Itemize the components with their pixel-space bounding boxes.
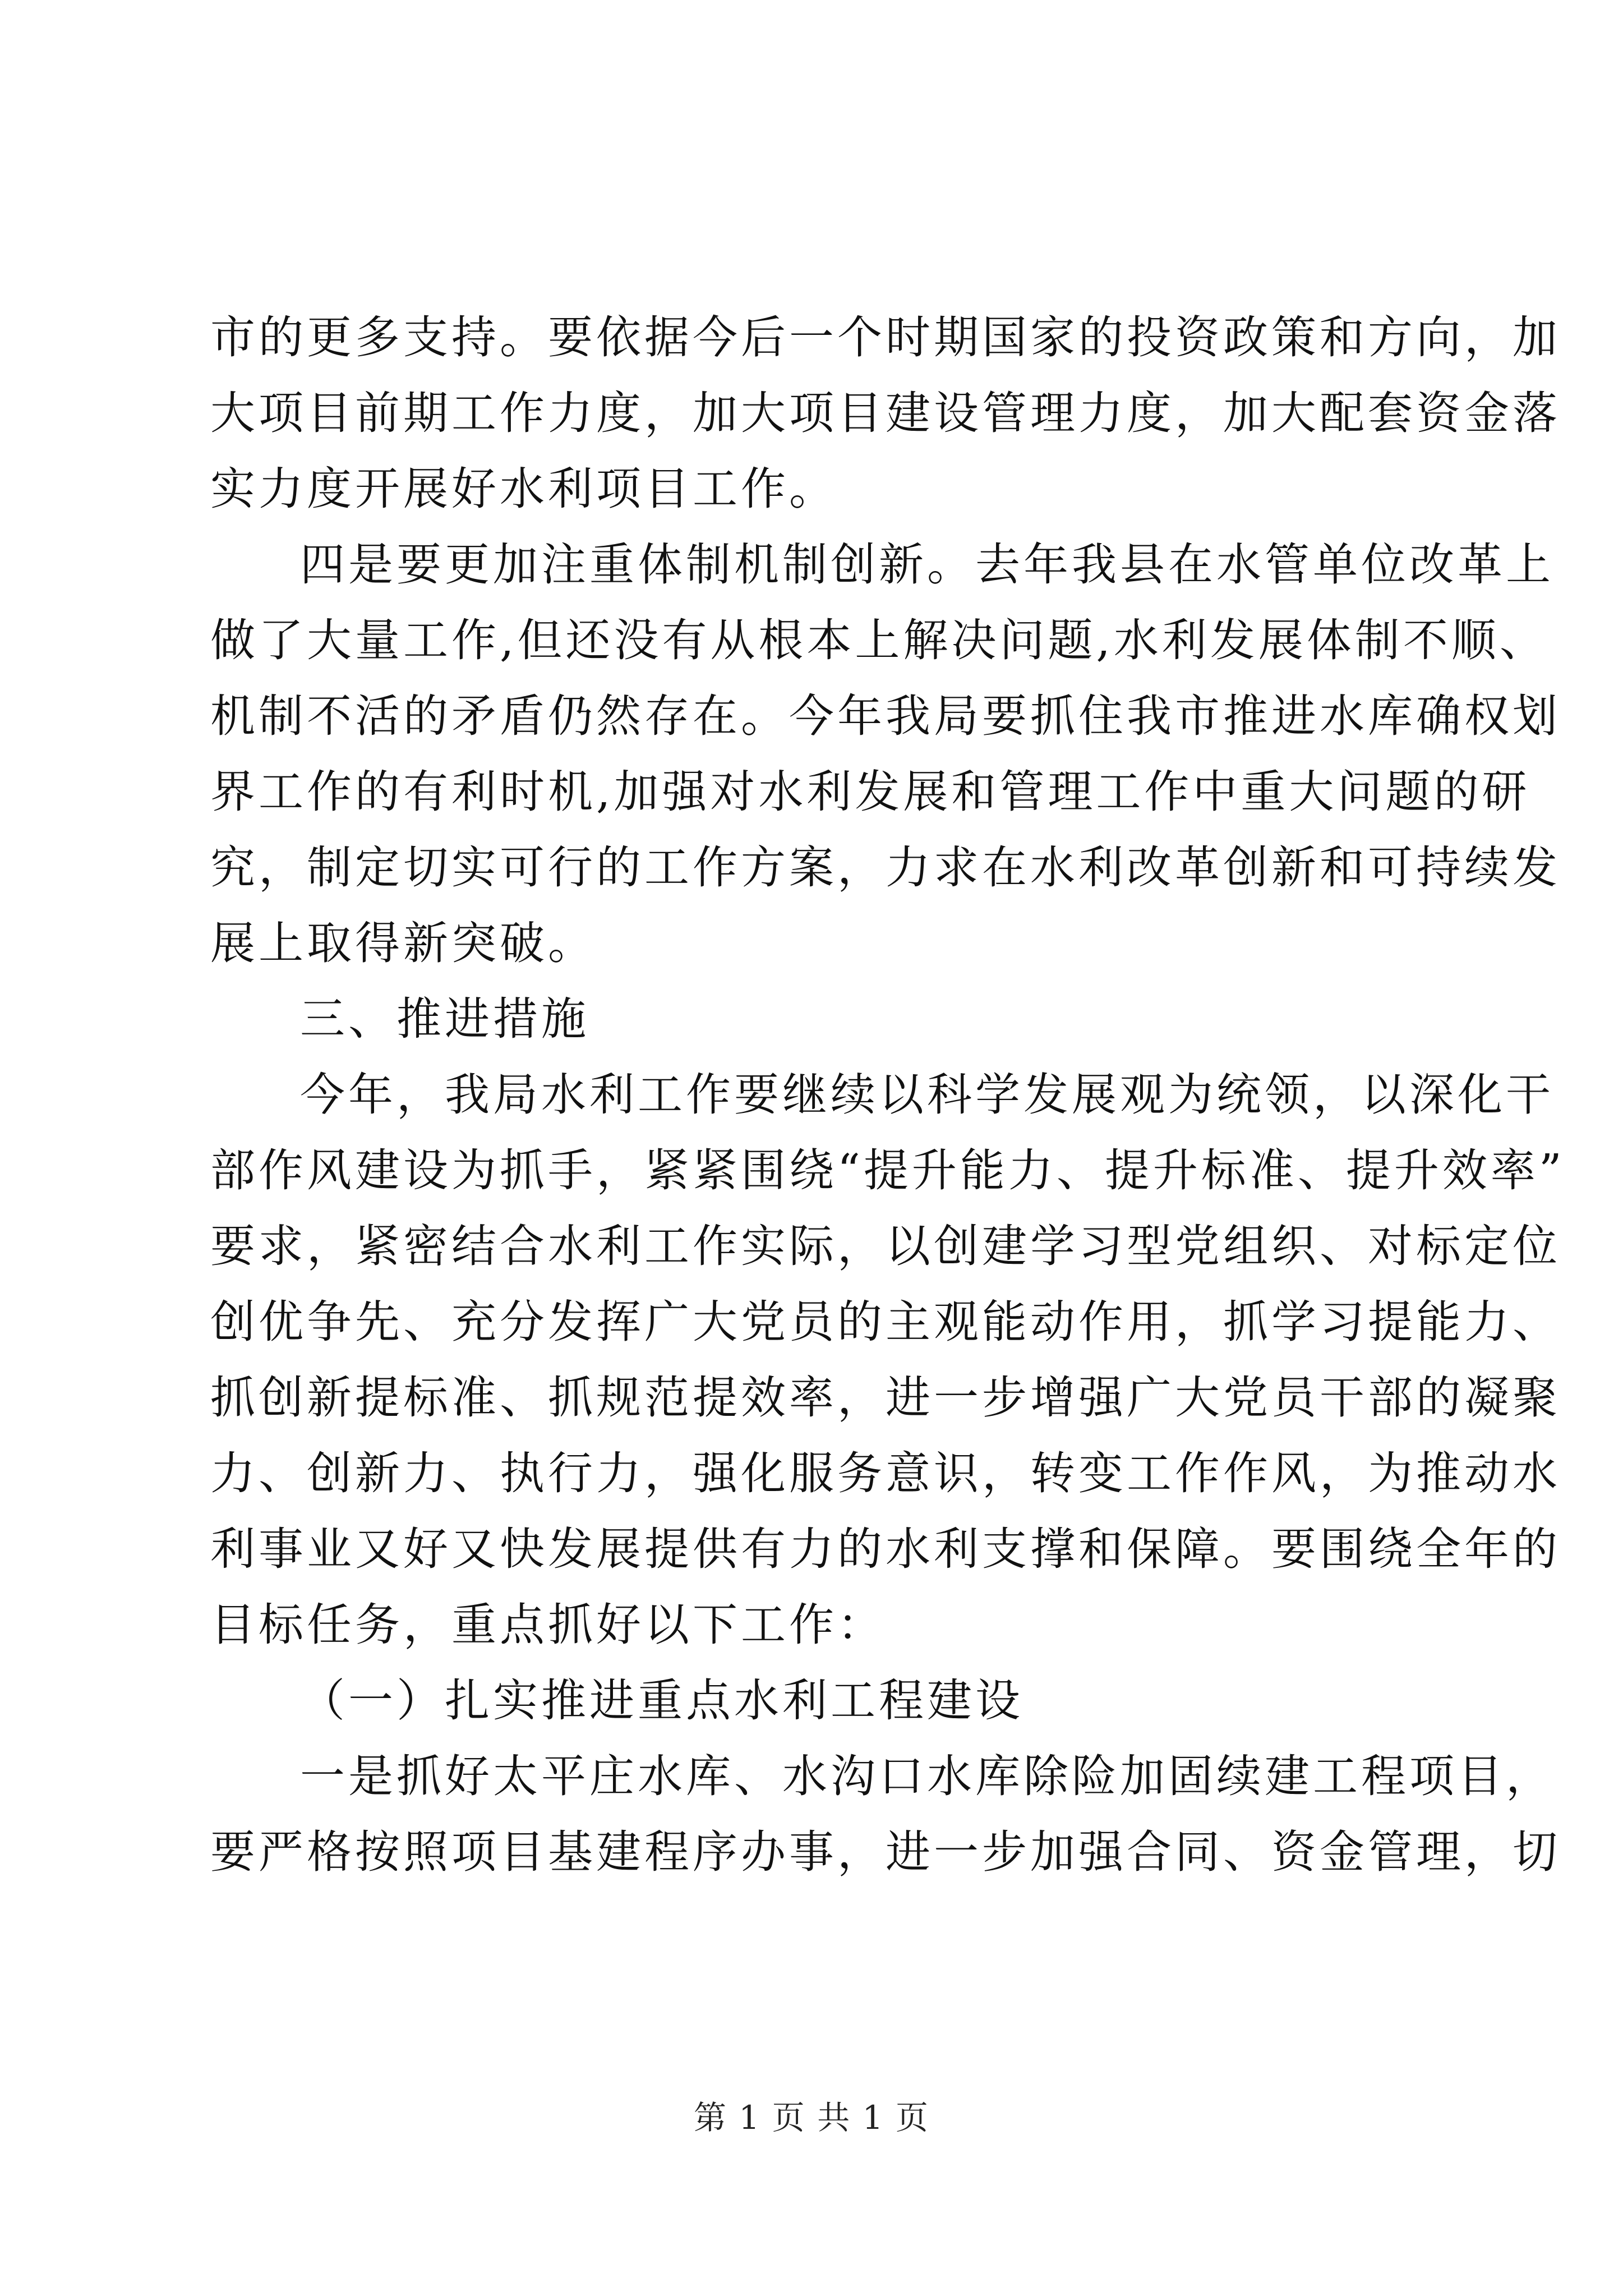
text-line-4: 四是要更加注重体制机制创新。去年我县在水管单位改革上	[300, 539, 1554, 591]
text-line-12: 部作风建设为抓手，紧紧围绕“提升能力、提升标准、提升效率”	[210, 1144, 1565, 1197]
text-line-5: 做了大量工作,但还没有从根本上解决问题,水利发展体制不顺、	[210, 614, 1548, 666]
text-line-21: 要严格按照项目基建程序办事，进一步加强合同、资金管理，切	[210, 1826, 1561, 1878]
section-heading: 三、推进措施	[300, 993, 589, 1045]
text-line-18: 目标任务，重点抓好以下工作：	[210, 1599, 886, 1651]
text-line-13: 要求，紧密结合水利工作实际，以创建学习型党组织、对标定位	[210, 1220, 1561, 1272]
text-line-20: 一是抓好太平庄水库、水沟口水库除险加固续建工程项目，	[300, 1750, 1554, 1802]
text-line-6: 机制不活的矛盾仍然存在。今年我局要抓住我市推进水库确权划	[210, 690, 1561, 742]
text-line-7: 界工作的有利时机,加强对水利发展和管理工作中重大问题的研	[210, 766, 1530, 818]
text-line-2: 大项目前期工作力度，加大项目建设管理力度，加大配套资金落	[210, 387, 1561, 439]
text-line-3: 实力度开展好水利项目工作。	[210, 463, 837, 515]
text-line-9: 展上取得新突破。	[210, 917, 596, 969]
page-number-footer: 第 1 页 共 1 页	[694, 2099, 929, 2137]
text-line-8: 究，制定切实可行的工作方案，力求在水利改革创新和可持续发	[210, 841, 1561, 894]
text-line-1: 市的更多支持。要依据今后一个时期国家的投资政策和方向，加	[210, 311, 1561, 364]
text-line-14: 创优争先、充分发挥广大党员的主观能动作用，抓学习提能力、	[210, 1296, 1561, 1348]
text-line-11: 今年，我局水利工作要继续以科学发展观为统领，以深化干	[300, 1069, 1554, 1121]
text-line-16: 力、创新力、执行力，强化服务意识，转变工作作风，为推动水	[210, 1447, 1561, 1499]
text-line-17: 利事业又好又快发展提供有力的水利支撑和保障。要围绕全年的	[210, 1523, 1561, 1575]
subsection-heading: （一）扎实推进重点水利工程建设	[300, 1674, 1023, 1727]
text-line-15: 抓创新提标准、抓规范提效率，进一步增强广大党员干部的凝聚	[210, 1372, 1561, 1424]
